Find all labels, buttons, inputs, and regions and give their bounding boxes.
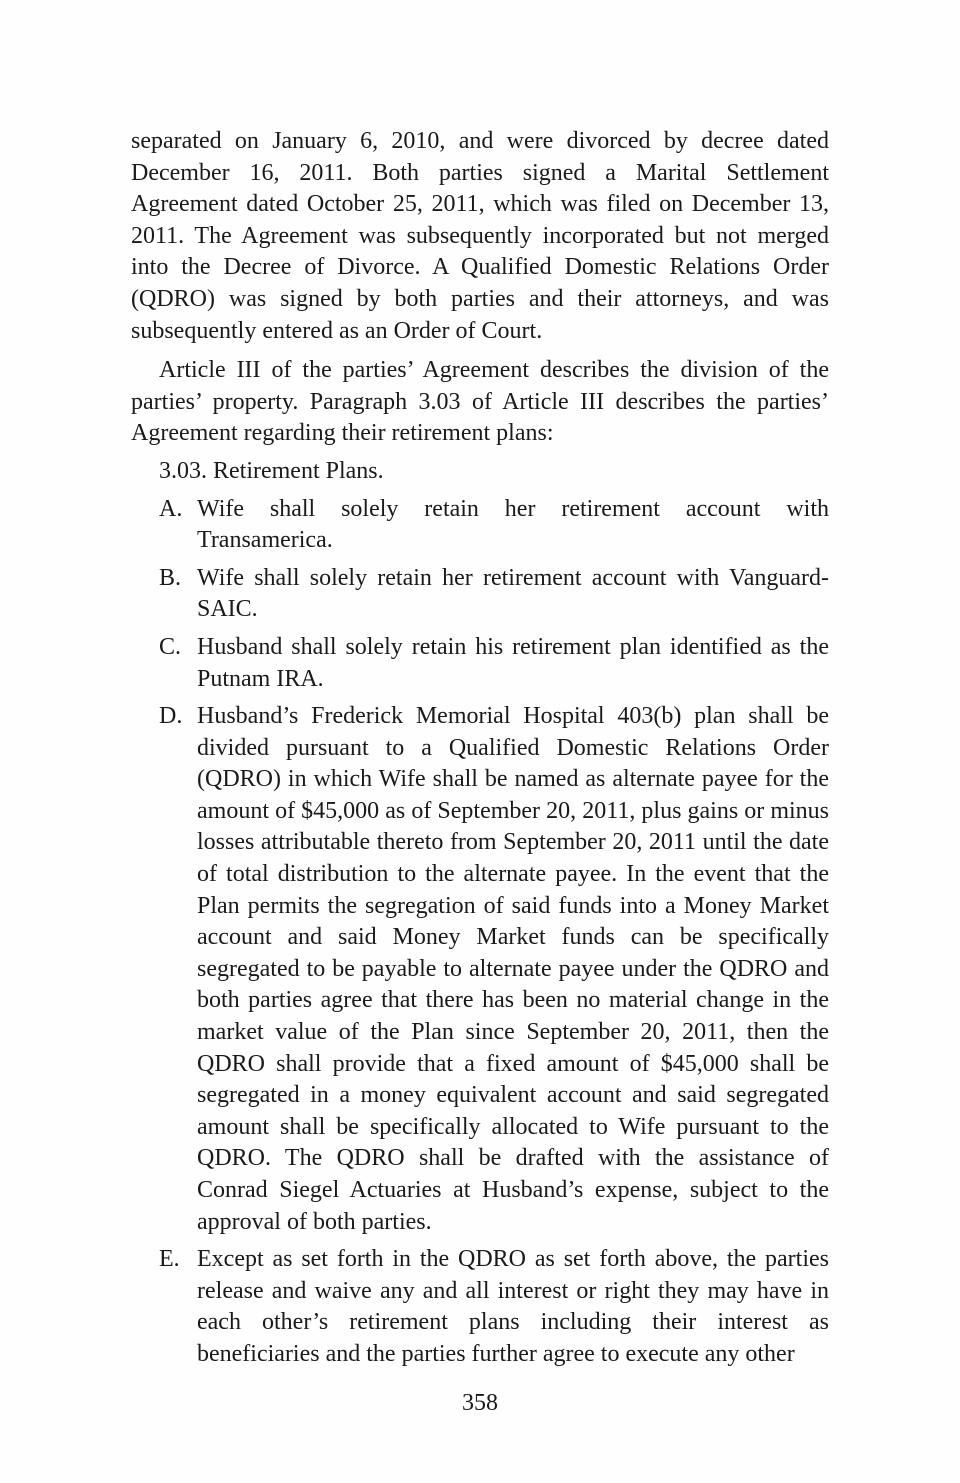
list-item-letter: E. xyxy=(159,1246,180,1273)
list-item-text: Husband’s Frederick Memorial Hospital 403(b) plan shall be divided pursuant to a Qualified Domestic Relations Order (QDRO) in which Wife shall be named as alternate payee for the amount of $45,000 as of September 20, 2011, plus gains or minus losses attributable thereto from September 20, 2011 until the date of total distribution to the alternate payee. In the event that the Plan permits the segregation of said funds into a Money Market account and said Money Market funds can be specifically segregated to be payable to alternate payee under the QDRO and both parties agree that there has been no material change in the market value of the Plan since September 20, 2011, then the QDRO shall provide that a fixed amount of $45,000 shall be segregated in a money equivalent account and said segregated amount shall be specifically allocated to Wife pursuant to the QDRO. The QDRO shall be drafted with the assistance of Conrad Siegel Actuaries at Husband’s expense, subject to the approval of both parties. xyxy=(197,703,829,1235)
body-text xyxy=(131,126,829,1377)
list-item-letter: B. xyxy=(159,564,182,591)
list-item xyxy=(131,563,829,626)
list-item-text: Except as set forth in the QDRO as set forth above, the parties release and waive any and all interest or right they may have in each other’s retirement plans including their interest as beneficiaries and the parties further agree to execute any other xyxy=(197,1246,829,1367)
list-item-text: Husband shall solely retain his retirement plan identified as the Putnam IRA. xyxy=(197,633,829,692)
list-item xyxy=(131,494,829,557)
list-item-text: Wife shall solely retain her retirement account with Transamerica. xyxy=(197,495,829,554)
page-number: 358 xyxy=(462,1390,498,1416)
list-item xyxy=(131,632,829,695)
section-heading-retirement-plans: 3.03. Retirement Plans. xyxy=(159,457,384,484)
list-item-letter: D. xyxy=(159,703,183,730)
paragraph-divorce-background: separated on January 6, 2010, and were divorced by decree dated December 16, 2011. Both parties signed a Marital Settlement Agreement dated October 25, 2011, which was filed on December 13, 2011. The Agreement was subsequently incorporated but not merged into the Decree of Divorce. A Qualified Domestic Relations Order (QDRO) was signed by both parties and their attorneys, and was subsequently entered as an Order of Court. xyxy=(131,128,829,344)
paragraph-article-iii: Article III of the parties’ Agreement describes the division of the parties’ property. Paragraph 3.03 of Article III describes the parties’ Agreement regarding their retirement plans: xyxy=(131,357,829,447)
list-item-text: Wife shall solely retain her retirement account with Vanguard-SAIC. xyxy=(197,564,829,623)
list-item xyxy=(131,1244,829,1370)
list-item xyxy=(131,701,829,1238)
list-item-letter: C. xyxy=(159,633,182,660)
retirement-plan-list xyxy=(131,494,829,1371)
list-item-letter: A. xyxy=(159,495,183,522)
